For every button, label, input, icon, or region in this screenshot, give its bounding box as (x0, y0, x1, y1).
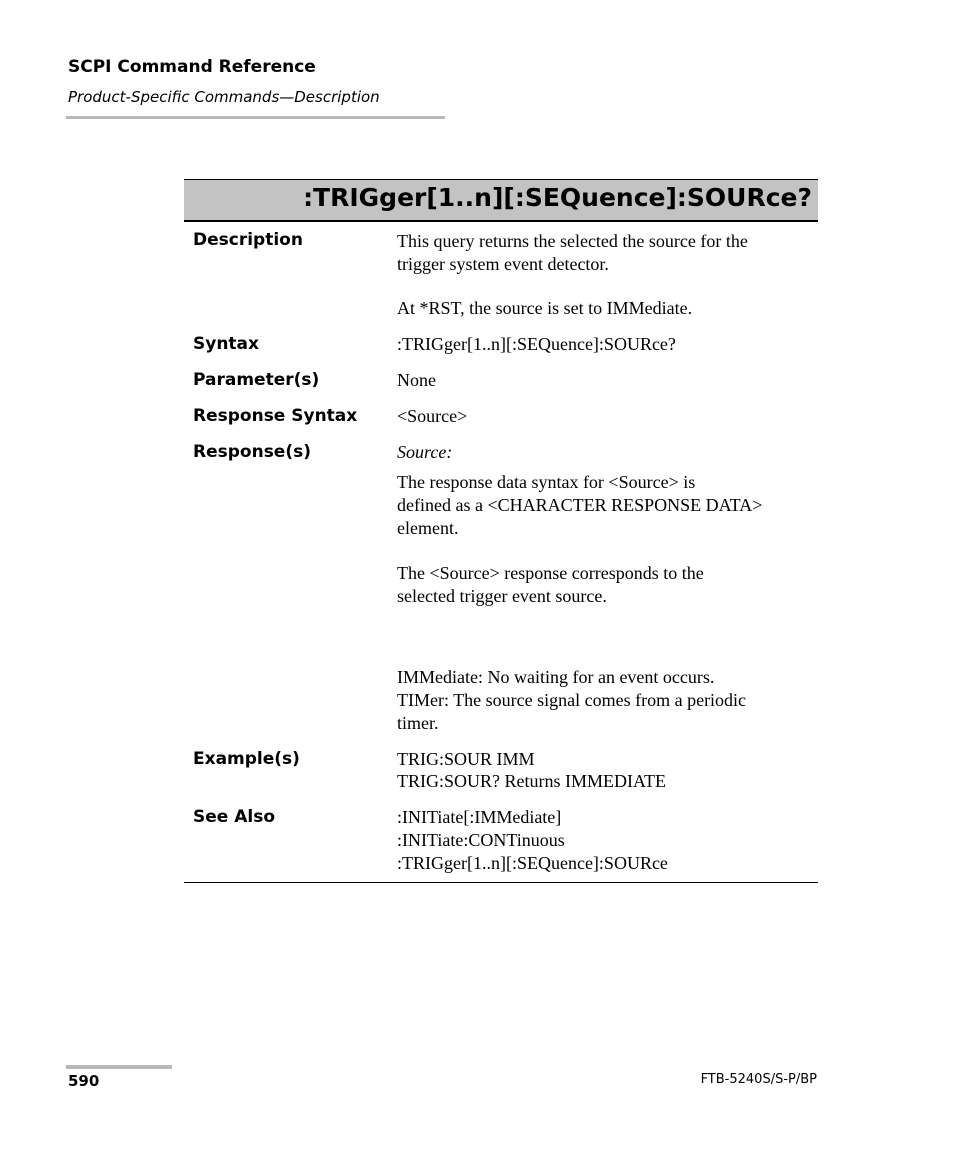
response-syntax-value: <Source> (397, 406, 468, 426)
example-line: TRIG:SOUR IMM (397, 749, 535, 769)
response-syntax-label: Response Syntax (193, 406, 358, 426)
header-divider (66, 116, 445, 119)
responses-label: Response(s) (193, 442, 311, 462)
response-line: TIMer: The source signal comes from a periodic (397, 690, 747, 710)
response-line: The response data syntax for <Source> is (397, 472, 696, 492)
page-number: 590 (68, 1072, 100, 1090)
see-also-link: :INITiate[:IMMediate] (397, 807, 562, 827)
see-also-link: :TRIGger[1..n][:SEQuence]:SOURce (397, 853, 668, 873)
description-line: trigger system event detector. (397, 254, 609, 274)
product-name: FTB-5240S/S-P/BP (700, 1072, 817, 1087)
syntax-value: :TRIGger[1..n][:SEQuence]:SOURce? (397, 334, 676, 354)
syntax-label: Syntax (193, 334, 259, 354)
response-name: Source: (397, 442, 453, 462)
table-bottom-rule (184, 882, 818, 883)
response-line: timer. (397, 713, 439, 733)
response-line: selected trigger event source. (397, 586, 607, 606)
footer-divider (66, 1065, 172, 1069)
see-also-link: :INITiate:CONTinuous (397, 830, 565, 850)
section-subtitle: Product-Specific Commands—Description (68, 88, 380, 106)
response-line: IMMediate: No waiting for an event occurs. (397, 667, 715, 687)
parameters-label: Parameter(s) (193, 370, 320, 390)
response-line: The <Source> response corresponds to the (397, 563, 704, 583)
command-title: :TRIGger[1..n][:SEQuence]:SOURce? (303, 183, 812, 212)
response-line: element. (397, 518, 459, 538)
examples-label: Example(s) (193, 749, 300, 769)
description-line: This query returns the selected the source for the (397, 231, 748, 251)
example-line: TRIG:SOUR? Returns IMMEDIATE (397, 771, 666, 791)
command-banner (184, 179, 818, 222)
description-rst-note: At *RST, the source is set to IMMediate. (397, 298, 693, 318)
description-label: Description (193, 230, 303, 250)
section-title: SCPI Command Reference (68, 57, 316, 77)
response-line: defined as a <CHARACTER RESPONSE DATA> (397, 495, 763, 515)
see-also-label: See Also (193, 807, 276, 827)
parameters-value: None (397, 370, 436, 390)
